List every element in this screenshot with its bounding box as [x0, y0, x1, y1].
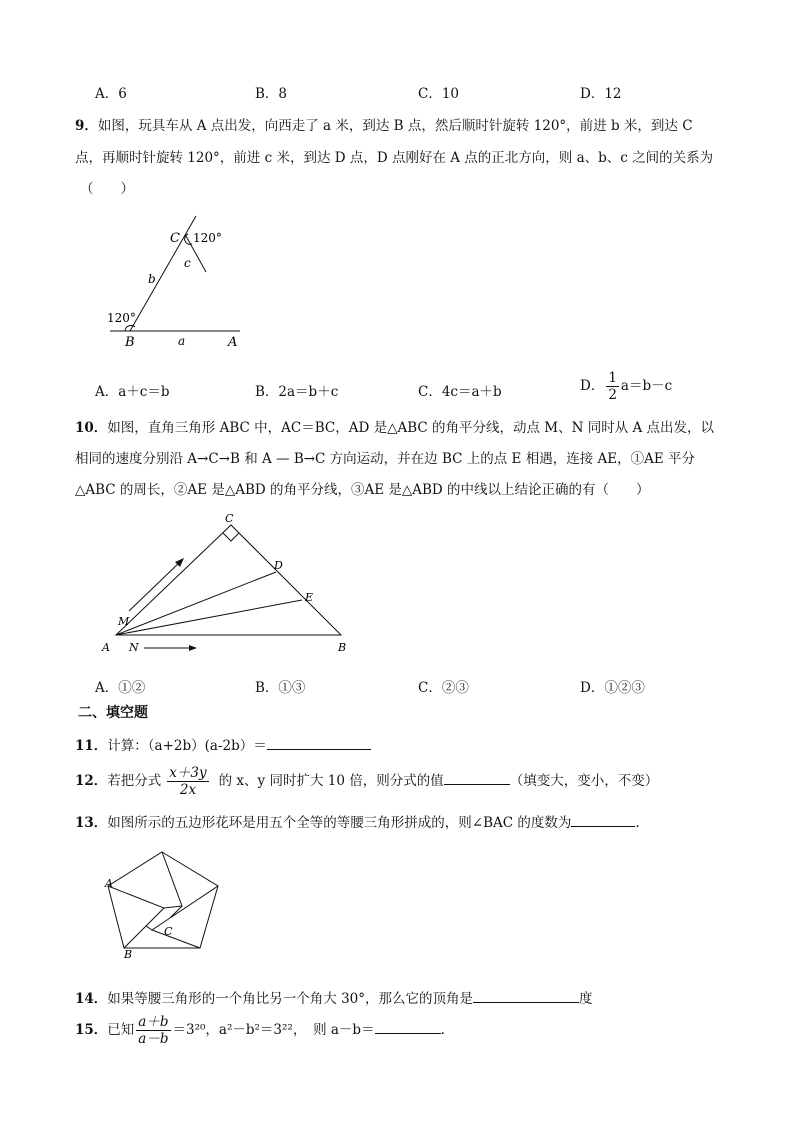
q10-label-c: C	[225, 512, 234, 525]
q12-number: 12．	[75, 773, 108, 789]
q8-option-b: B．8	[255, 86, 288, 102]
q8-option-d: D．12	[580, 86, 622, 102]
q9-label-angle-bottom: 120°	[107, 311, 136, 325]
q13: 13．如图所示的五边形花环是用五个全等的等腰三角形拼成的，则∠BAC 的度数为 .	[75, 811, 640, 831]
q9-option-d: D． $\frac{1}{2}$ a＝b－c	[580, 370, 673, 403]
q12-fraction: $\frac{x+3y}{2x}$	[169, 765, 207, 798]
q10-label-m: M	[118, 615, 130, 628]
q10-label-d: D	[274, 559, 283, 572]
q15-answer-blank[interactable]	[375, 1019, 441, 1034]
q11: 11．计算：（a+2b）(a-2b）＝	[75, 734, 371, 754]
q12: 12．若把分式 $\frac{x+3y}{2x}$ 的 x、y 同时扩大 10 倍，则分式的值 （填变大，变小，不变）	[75, 765, 659, 798]
q8-option-a: A．6	[95, 86, 127, 102]
q10-line-ad	[116, 572, 276, 635]
q13-answer-blank[interactable]	[571, 812, 635, 827]
q13-label-a: A	[105, 877, 113, 890]
q14: 14．如果等腰三角形的一个角比另一个角大 30°，那么它的顶角是 度	[75, 987, 593, 1007]
q15-number: 15．	[75, 1022, 108, 1038]
q10-label-e: E	[305, 591, 314, 604]
q10-line1: 10．如图，直角三角形 ABC 中，AC＝BC，AD 是△ABC 的角平分线，动点 M、N 同时从 A 点出发，以	[75, 420, 715, 436]
q9-label-b-side: b	[148, 272, 156, 286]
q9-line-bc	[130, 216, 196, 331]
q9-label-a-point: A	[228, 335, 238, 350]
q15: 15．已知 $\frac{a+b}{a-b}$ ＝3²⁰，a²－b²＝3²²， 则 a－b＝ .	[75, 1014, 445, 1047]
q10-figure	[96, 510, 356, 660]
q12-answer-blank[interactable]	[444, 770, 510, 785]
q10-option-b: B．①③	[255, 680, 306, 696]
q13-label-c: C	[164, 925, 173, 938]
q13-line-top	[162, 852, 182, 908]
q9-label-b-point: B	[125, 335, 135, 350]
q13-line-right	[170, 886, 218, 918]
q10-right-angle-mark	[223, 533, 239, 541]
q10-triangle-abc	[116, 525, 341, 635]
section-fill-in-heading: 二、填空题	[78, 705, 148, 721]
q11-answer-blank[interactable]	[267, 735, 371, 750]
q14-answer-blank[interactable]	[473, 988, 579, 1003]
q10-option-a: A．①②	[95, 680, 146, 696]
q9-label-a-side: a	[178, 334, 186, 348]
q13-line-bottom-right	[152, 918, 200, 948]
q8-option-c: C．10	[418, 86, 460, 102]
q10-label-b: B	[338, 641, 347, 654]
q11-number: 11．	[75, 738, 108, 754]
q10-option-c: C．②③	[418, 680, 469, 696]
q10-number: 10．	[75, 420, 108, 436]
q9-label-c-side: c	[184, 256, 191, 270]
q10-line-ae	[116, 600, 302, 635]
q9-line3: （ ）	[80, 181, 134, 197]
q10-arrow-n-head	[189, 645, 197, 651]
q9-label-c-point: C	[170, 231, 180, 246]
q10-line3: △ABC 的周长，②AE 是△ABD 的角平分线，③AE 是△ABD 的中线以上结论正确的有（ ）	[75, 482, 650, 498]
q13-figure-pentagon	[100, 846, 225, 966]
q9-line1: 9．如图，玩具车从 A 点出发，向西走了 a 米，到达 B 点，然后顺时针旋转 120°，前进 b 米，到达 C	[75, 118, 693, 134]
q15-fraction: $\frac{a+b}{a-b}$	[138, 1014, 169, 1047]
q13-line-bottom-left	[124, 926, 152, 948]
q9-line2: 点，再顺时针旋转 120°，前进 c 米，到达 D 点，D 点刚好在 A 点的正北方向，则 a、b、c 之间的关系为	[75, 150, 714, 166]
q10-arrow-m	[129, 561, 181, 611]
q9-label-angle-top: 120°	[193, 231, 222, 245]
q9-option-d-fraction: $\frac{1}{2}$	[608, 370, 617, 403]
q10-option-d: D．①②③	[580, 680, 645, 696]
q9-option-a: A．a＋c＝b	[95, 384, 170, 400]
q14-number: 14．	[75, 991, 108, 1007]
q10-label-a: A	[102, 641, 110, 654]
q9-option-b: B．2a＝b＋c	[255, 384, 339, 400]
q13-label-b: B	[124, 948, 133, 961]
q9-option-c: C．4c＝a＋b	[418, 384, 502, 400]
q9-figure	[100, 210, 250, 350]
q13-number: 13．	[75, 815, 108, 831]
q9-number: 9．	[75, 118, 98, 134]
q10-line2: 相同的速度分别沿 A→C→B 和 A — B→C 方向运动，并在边 BC 上的点 E 相遇，连接 AE，①AE 平分	[75, 451, 695, 467]
q10-label-n: N	[129, 641, 139, 654]
